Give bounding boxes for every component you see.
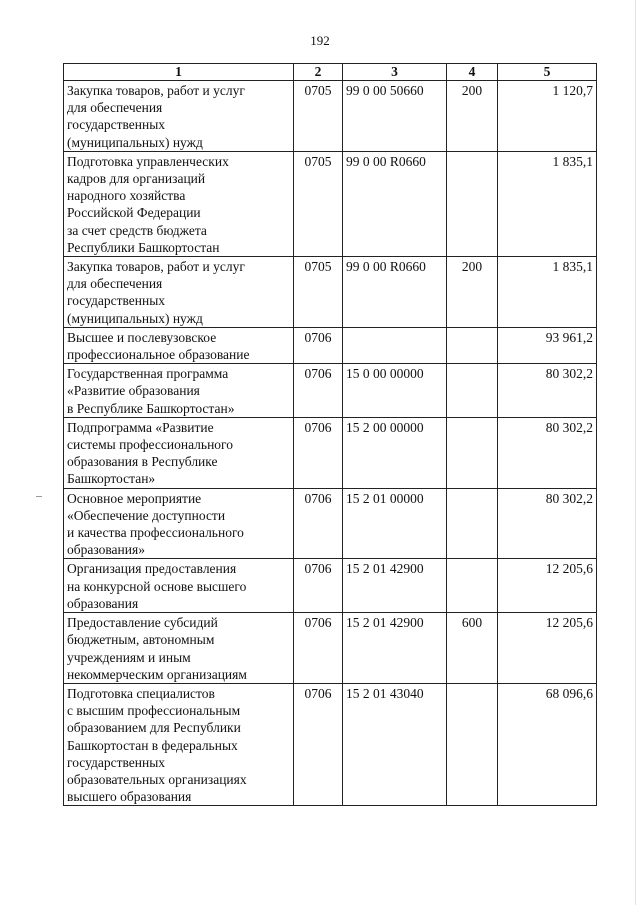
row-name-cell: [64, 683, 294, 805]
row-name-cell: [64, 613, 294, 684]
page-number: 192: [310, 33, 330, 48]
expense-type-cell: 200: [447, 81, 498, 152]
amount-cell: 12 205,6: [498, 613, 597, 684]
row-name-cell: [64, 417, 294, 488]
row-name-line: Подготовка управленческих: [67, 153, 229, 169]
row-name-line: для обеспечения: [67, 100, 163, 116]
section-cell: 0706: [294, 613, 343, 684]
expense-type-cell: [447, 327, 498, 363]
amount-cell: 68 096,6: [498, 683, 597, 805]
row-name-line: Основное мероприятие: [67, 490, 202, 506]
budget-table: [63, 63, 597, 806]
section-cell: 0705: [294, 151, 343, 256]
row-name-line: некоммерческим организациям: [67, 666, 247, 682]
row-name-line: Закупка товаров, работ и услуг: [67, 83, 245, 98]
row-name-line: (муниципальных) нужд: [67, 134, 203, 150]
target-code-cell: 15 2 01 42900: [343, 613, 447, 684]
amount-cell: 80 302,2: [498, 364, 597, 418]
row-name-line: кадров для организаций: [67, 171, 206, 187]
row-name-line: народного хозяйства: [67, 188, 186, 204]
table-row: [64, 151, 597, 256]
table-header-row: [64, 64, 597, 81]
section-cell: 0706: [294, 364, 343, 418]
row-name-line: Российской Федерации: [67, 205, 201, 221]
row-name-line: «Обеспечение доступности: [67, 507, 226, 523]
amount-cell: 80 302,2: [498, 488, 597, 559]
row-name-line: с высшим профессиональным: [67, 703, 241, 719]
amount-cell: 1 835,1: [498, 257, 597, 328]
target-code-cell: [343, 327, 447, 363]
target-code-cell: 15 2 01 42900: [343, 559, 447, 613]
amount-cell: 1 120,7: [498, 81, 597, 152]
amount-cell: 1 835,1: [498, 151, 597, 256]
target-code-cell: 15 2 01 00000: [343, 488, 447, 559]
amount-cell: 93 961,2: [498, 327, 597, 363]
row-name-cell: [64, 364, 294, 418]
row-name-line: Государственная программа: [67, 366, 229, 382]
expense-type-cell: [447, 151, 498, 256]
column-header: 4: [447, 64, 498, 81]
column-header: 3: [343, 64, 447, 81]
row-name-line: Башкортостан в федеральных: [67, 737, 238, 753]
row-name-cell: [64, 151, 294, 256]
row-name-line: в Республике Башкортостан»: [67, 400, 235, 416]
row-name-line: бюджетным, автономным: [67, 632, 215, 648]
section-cell: 0706: [294, 327, 343, 363]
row-name-line: (муниципальных) нужд: [67, 310, 203, 326]
row-name-line: государственных: [67, 293, 166, 309]
row-name-line: «Развитие образования: [67, 383, 200, 399]
section-cell: 0706: [294, 417, 343, 488]
amount-cell: 12 205,6: [498, 559, 597, 613]
row-name-line: Организация предоставления: [67, 561, 237, 577]
table-row: [64, 327, 597, 363]
table-row: [64, 81, 597, 152]
section-cell: 0706: [294, 559, 343, 613]
row-name-cell: [64, 488, 294, 559]
target-code-cell: 99 0 00 50660: [343, 81, 447, 152]
row-name-cell: [64, 327, 294, 363]
row-name-line: Подготовка специалистов: [67, 685, 215, 701]
margin-mark: [36, 496, 42, 497]
row-name-line: профессиональное образование: [67, 347, 250, 363]
row-name-line: для обеспечения: [67, 276, 163, 292]
row-name-line: системы профессионального: [67, 437, 234, 453]
table-body: [64, 81, 597, 806]
table-row: [64, 364, 597, 418]
row-name-line: Подпрограмма «Развитие: [67, 419, 214, 435]
table-row: [64, 683, 597, 805]
expense-type-cell: [447, 559, 498, 613]
expense-type-cell: 200: [447, 257, 498, 328]
row-name-line: Республики Башкортостан: [67, 239, 220, 255]
row-name-line: за счет средств бюджета: [67, 222, 207, 238]
row-name-line: на конкурсной основе высшего: [67, 578, 247, 594]
target-code-cell: 15 2 01 43040: [343, 683, 447, 805]
row-name-line: государственных: [67, 117, 166, 133]
row-name-cell: [64, 257, 294, 328]
row-name-line: образования: [67, 595, 139, 611]
table-row: [64, 257, 597, 328]
column-header: 5: [498, 64, 597, 81]
row-name-line: и качества профессионального: [67, 525, 244, 541]
row-name-cell: [64, 81, 294, 152]
row-name-line: Предоставление субсидий: [67, 615, 218, 631]
row-name-line: Башкортостан»: [67, 471, 156, 487]
table-row: [64, 613, 597, 684]
expense-type-cell: [447, 488, 498, 559]
row-name-line: образования»: [67, 542, 145, 558]
target-code-cell: 15 2 00 00000: [343, 417, 447, 488]
row-name-line: образования в Республике: [67, 454, 218, 470]
table-row: [64, 559, 597, 613]
section-cell: 0706: [294, 683, 343, 805]
expense-type-cell: [447, 683, 498, 805]
section-cell: 0705: [294, 81, 343, 152]
row-name-cell: [64, 559, 294, 613]
amount-cell: 80 302,2: [498, 417, 597, 488]
row-name-line: высшего образования: [67, 789, 192, 805]
row-name-line: Закупка товаров, работ и услуг: [67, 259, 245, 275]
row-name-line: государственных: [67, 754, 166, 770]
row-name-line: образованием для Республики: [67, 720, 241, 736]
table-row: [64, 488, 597, 559]
column-header: 1: [64, 64, 294, 81]
row-name-line: Высшее и послевузовское: [67, 329, 217, 345]
section-cell: 0706: [294, 488, 343, 559]
row-name-line: образовательных организациях: [67, 771, 247, 787]
expense-type-cell: 600: [447, 613, 498, 684]
scan-edge: [635, 0, 636, 905]
target-code-cell: 15 0 00 00000: [343, 364, 447, 418]
expense-type-cell: [447, 417, 498, 488]
target-code-cell: 99 0 00 R0660: [343, 257, 447, 328]
expense-type-cell: [447, 364, 498, 418]
section-cell: 0705: [294, 257, 343, 328]
table-row: [64, 417, 597, 488]
column-header: 2: [294, 64, 343, 81]
row-name-line: учреждениям и иным: [67, 649, 191, 665]
target-code-cell: 99 0 00 R0660: [343, 151, 447, 256]
